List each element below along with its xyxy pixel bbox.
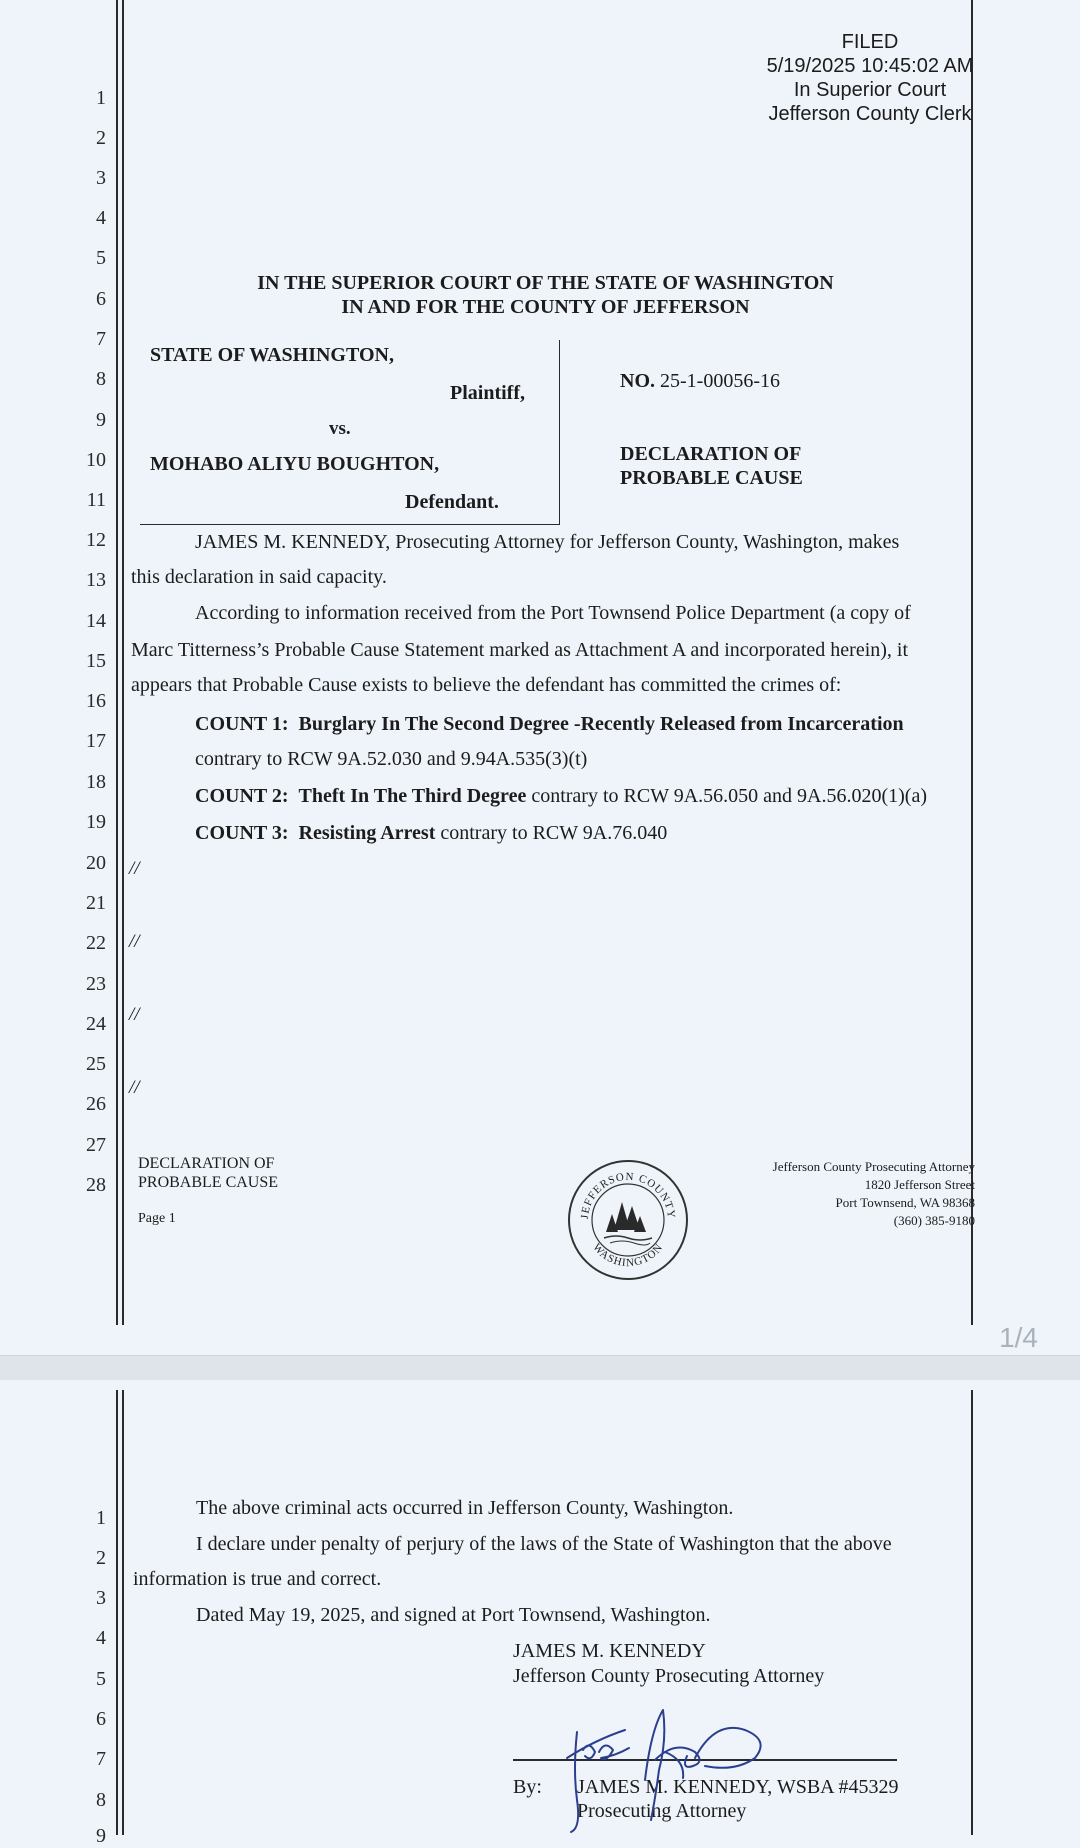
signer-name: JAMES M. KENNEDY	[513, 1640, 706, 1662]
by-name: JAMES M. KENNEDY, WSBA #45329	[577, 1776, 899, 1798]
line-number: 3	[96, 1587, 106, 1609]
line-number: 1	[96, 1507, 106, 1529]
page-separator	[0, 1355, 1080, 1382]
line-number: 9	[96, 409, 106, 431]
line-number: 22	[86, 932, 106, 954]
line-number: 4	[96, 207, 106, 229]
margin-line-left-inner	[122, 0, 124, 1325]
line-number: 7	[96, 1748, 106, 1770]
filed-stamp-line: 5/19/2025 10:45:02 AM	[766, 55, 974, 77]
document-title-line1: DECLARATION OF	[620, 443, 802, 465]
body-paragraph-line: information is true and correct.	[133, 1568, 382, 1590]
margin-line-left-outer	[116, 1390, 118, 1835]
filed-stamp-line: Jefferson County Clerk	[768, 103, 972, 125]
count-1	[195, 711, 904, 737]
filed-stamp-line: In Superior Court	[793, 79, 947, 101]
office-address-line: 1820 Jefferson Street	[864, 1177, 975, 1192]
margin-line-right	[971, 0, 973, 1325]
svg-text:JEFFERSON COUNTY	[579, 1171, 677, 1220]
line-number: 1	[96, 87, 106, 109]
tree-icon	[606, 1202, 646, 1232]
footer-document-title	[138, 1154, 278, 1192]
count-label: COUNT 3:	[195, 822, 289, 844]
line-number: 16	[86, 690, 106, 712]
by-label: By:	[513, 1776, 542, 1798]
body-paragraph-line: appears that Probable Cause exists to believe the defendant has committed the crimes of:	[131, 674, 842, 696]
line-number: 26	[86, 1093, 106, 1115]
count-statute: contrary to RCW 9A.56.050 and 9A.56.020(1)(a)	[531, 785, 927, 807]
body-paragraph-line: Dated May 19, 2025, and signed at Port Townsend, Washington.	[196, 1604, 711, 1626]
count-1-statute: contrary to RCW 9A.52.030 and 9.94A.535(3)(t)	[195, 748, 588, 770]
count-label: COUNT 1:	[195, 713, 289, 735]
by-title: Prosecuting Attorney	[577, 1800, 747, 1822]
handwritten-signature	[555, 1700, 795, 1835]
continuation-mark: //	[129, 858, 140, 879]
body-paragraph-line: The above criminal acts occurred in Jefferson County, Washington.	[196, 1497, 734, 1519]
case-number-value: 25-1-00056-16	[660, 370, 780, 392]
line-number: 27	[86, 1134, 106, 1156]
footer-title-line: PROBABLE CAUSE	[138, 1174, 279, 1191]
office-address	[700, 1158, 975, 1230]
office-address-line: (360) 385-9180	[893, 1213, 975, 1228]
margin-line-right	[971, 1390, 973, 1835]
footer-page-label: Page 1	[138, 1211, 176, 1226]
line-number: 9	[96, 1825, 106, 1847]
body-paragraph-line: I declare under penalty of perjury of the laws of the State of Washington that the above	[196, 1533, 892, 1555]
line-number: 17	[86, 730, 106, 752]
body-paragraph-line: JAMES M. KENNEDY, Prosecuting Attorney for Jefferson County, Washington, makes	[195, 531, 900, 553]
seal-top-text: JEFFERSON COUNTY	[578, 1170, 678, 1220]
line-number: 24	[86, 1013, 106, 1035]
line-number: 10	[86, 449, 106, 471]
line-number: 25	[86, 1053, 106, 1075]
continuation-mark: //	[129, 1077, 140, 1098]
count-title: Burglary In The Second Degree -Recently Released from Incarceration	[298, 713, 904, 735]
line-number: 5	[96, 247, 106, 269]
count-title: Theft In The Third Degree	[298, 785, 527, 807]
line-number: 11	[86, 489, 106, 511]
document-title-line2: PROBABLE CAUSE	[620, 467, 803, 489]
water-icon	[604, 1236, 652, 1240]
office-address-line: Jefferson County Prosecuting Attorney	[772, 1159, 975, 1174]
line-number: 4	[96, 1627, 106, 1649]
margin-line-left-outer	[116, 0, 118, 1325]
line-number: 2	[96, 127, 106, 149]
line-number: 15	[86, 650, 106, 672]
line-number: 12	[86, 529, 106, 551]
line-number: 28	[86, 1174, 106, 1196]
defendant-name: MOHABO ALIYU BOUGHTON,	[150, 453, 440, 475]
continuation-mark: //	[129, 931, 140, 952]
body-paragraph-line: Marc Titterness’s Probable Cause Statement marked as Attachment A and incorporated herein), it	[131, 639, 909, 661]
line-number: 20	[86, 852, 106, 874]
margin-line-left-inner	[122, 1390, 124, 1835]
line-number: 2	[96, 1547, 106, 1569]
filed-stamp	[740, 30, 1000, 126]
line-number: 23	[86, 973, 106, 995]
court-heading-line1: IN THE SUPERIOR COURT OF THE STATE OF WASHINGTON	[257, 272, 834, 294]
page-indicator: 1/4	[999, 1322, 1038, 1353]
jefferson-county-seal	[566, 1158, 690, 1282]
case-number	[620, 368, 780, 394]
plaintiff-role: Plaintiff,	[450, 382, 525, 404]
line-number: 19	[86, 811, 106, 833]
seal-bottom-text: WASHINGTON	[590, 1241, 666, 1270]
count-label: COUNT 2:	[195, 785, 289, 807]
line-number: 6	[96, 288, 106, 310]
continuation-mark: //	[129, 1004, 140, 1025]
line-number: 21	[86, 892, 106, 914]
signer-title: Jefferson County Prosecuting Attorney	[513, 1665, 825, 1687]
plaintiff-name: STATE OF WASHINGTON,	[150, 344, 394, 366]
line-number: 8	[96, 368, 106, 390]
office-address-line: Port Townsend, WA 98368	[835, 1195, 975, 1210]
count-title: Resisting Arrest	[298, 822, 436, 844]
footer-title-line: DECLARATION OF	[138, 1155, 275, 1172]
line-number: 6	[96, 1708, 106, 1730]
line-number: 7	[96, 328, 106, 350]
line-number: 18	[86, 771, 106, 793]
line-number: 13	[86, 569, 106, 591]
case-number-label: NO.	[620, 370, 655, 392]
body-paragraph-line: According to information received from the Port Townsend Police Department (a copy of	[195, 602, 911, 624]
versus-label: vs.	[329, 418, 351, 439]
court-heading-line2: IN AND FOR THE COUNTY OF JEFFERSON	[341, 296, 750, 318]
line-number: 14	[86, 610, 106, 632]
line-number: 5	[96, 1668, 106, 1690]
filed-stamp-line: FILED	[841, 31, 899, 53]
body-paragraph-line: this declaration in said capacity.	[131, 566, 387, 588]
document-page-2	[0, 1380, 1080, 1847]
defendant-role: Defendant.	[405, 491, 499, 513]
line-number: 8	[96, 1789, 106, 1811]
line-number: 3	[96, 167, 106, 189]
count-2	[195, 783, 927, 809]
count-statute: contrary to RCW 9A.76.040	[440, 822, 668, 844]
count-3	[195, 820, 667, 846]
svg-text:WASHINGTON	[590, 1241, 665, 1269]
